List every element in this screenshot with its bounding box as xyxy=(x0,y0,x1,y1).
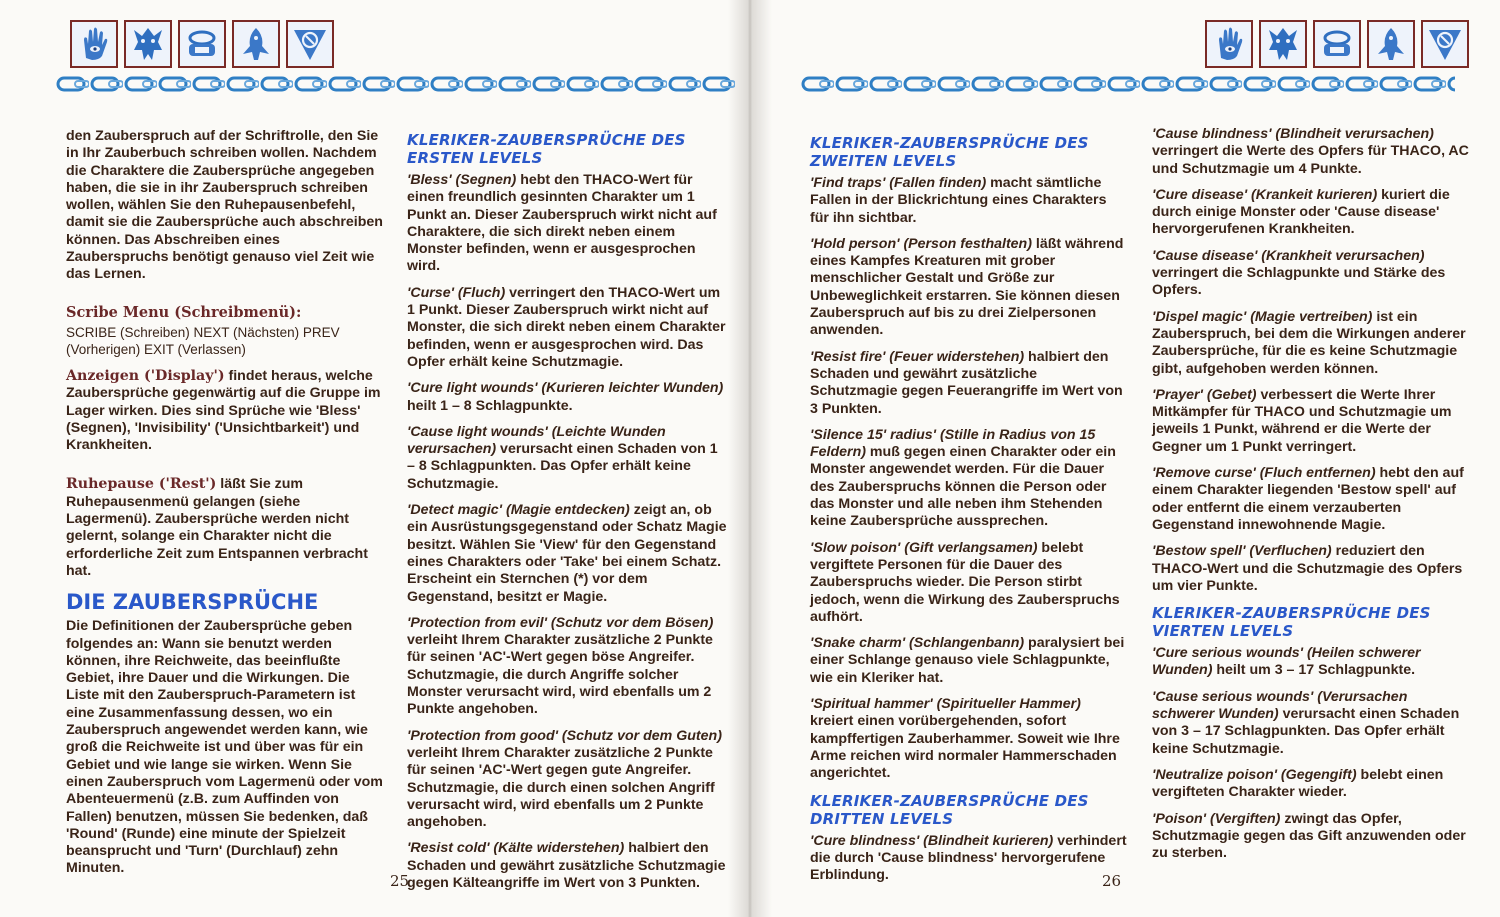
column-1 xyxy=(66,128,384,887)
spell-entry: 'Remove curse' (Fluch entfernen) hebt den auf einem Charakter liegenden 'Bestow spell' auf oder entfernt die einem verzauberten Gegenstand innewohnende Magie. xyxy=(1152,465,1464,533)
heading-level-3: KLERIKER-ZAUBERSPRÜCHE DES DRITTEN LEVELS xyxy=(810,791,1089,828)
spell-entry: 'Resist cold' (Kälte widerstehen) halbiert den Schaden und gewährt zusätzliche Schutzmagie gegen Kälteangriffe im Wert von 3 Punkten. xyxy=(407,840,726,891)
chain-border-right xyxy=(800,70,1455,98)
spell-entry: 'Cause serious wounds' (Verursachen schwerer Wunden) verursacht einen Schaden von 3 – 17 Schlagpunkten. Das Opfer erhält keine Schutzmagie. xyxy=(1152,688,1460,757)
spell-entry: 'Poison' (Vergiften) zwingt das Opfer, Schutzmagie gegen das Gift anzuwenden oder zu sterben. xyxy=(1152,810,1466,862)
triangle-circle-icon xyxy=(286,20,334,68)
column-4 xyxy=(1152,126,1470,871)
heading-level-4: KLERIKER-ZAUBERSPRÜCHE DES VIERTEN LEVELS xyxy=(1152,604,1431,641)
triangle-circle-icon xyxy=(1421,20,1469,68)
dragon-mask-icon xyxy=(124,20,172,68)
rest-lead: Ruhepause ('Rest') xyxy=(66,476,217,493)
scroll-paragraph: den Zauberspruch auf der Schriftrolle, den Sie in Ihr Zauberbuch schreiben wollen. Nachdem die Charaktere die Zaubersprüche angegeben haben, die sie in ihr Zauberspruch schreiben wollen, wählen Sie den Ruhepausenbefehl, damit sie die Zaubersprüche auch abschreiben können. Das Abschreiben eines Zauberspruchs benötigt genauso viel Zeit wie das Lernen. xyxy=(66,128,383,283)
scribe-menu-heading: Scribe Menu (Schreibmenü): xyxy=(66,303,302,321)
fish-idol-icon xyxy=(232,20,280,68)
page-number-left: 25 xyxy=(390,872,410,890)
spell-entry: 'Silence 15' radius' (Stille in Radius von 15 Feldern) muß gegen einen Charakter oder ein Monster angewendet werden. Für die Dauer des Zauberspruchs können die Person oder das Monster und alle neben ihm Stehenden keine Zaubersprüche aussprechen. xyxy=(810,426,1116,530)
spell-entry: 'Bestow spell' (Verfluchen) reduziert den THACO-Wert und die Schutzmagie des Opfers um vier Punkte. xyxy=(1152,543,1463,594)
spell-entry: 'Bless' (Segnen) hebt den THACO-Wert für einen freundlich gesinnten Charakter um 1 Punkt an. Dieser Zauberspruch wirkt nicht auf Charaktere, die sich direkt neben einem Monster befinden, wenn er ausgesprochen wird. xyxy=(407,172,717,275)
spell-entry: 'Snake charm' (Schlangenbann) paralysiert bei einer Schlange genauso viele Schlagpunkte, wie ein Kleriker hat. xyxy=(810,635,1125,686)
spell-entry: 'Protection from good' (Schutz vor dem Guten) verleiht Ihrem Charakter zusätzliche 2 Punkte für seinen 'AC'-Wert gegen gute Angreifer. Schutzmagie, die durch einen solchen Angriff verursacht wird, wird ebenfalls um 2 Punkte angehoben. xyxy=(407,727,722,831)
spell-entry: 'Cure light wounds' (Kurieren leichter Wunden) heilt 1 – 8 Schlagpunkte. xyxy=(407,380,724,414)
left-icon-row xyxy=(70,20,334,68)
heading-level-2: KLERIKER-ZAUBERSPRÜCHE DES ZWEITEN LEVELS xyxy=(810,134,1089,170)
book-gutter xyxy=(728,0,772,917)
dragon-mask-icon xyxy=(1259,20,1307,68)
display-paragraph xyxy=(66,368,384,454)
scribe-menu-options: SCRIBE (Schreiben) NEXT (Nächsten) PREV (Vorherigen) EXIT (Verlassen) xyxy=(66,324,340,358)
spell-entry: 'Cause blindness' (Blindheit verursachen) verringert die Werte des Opfers für THACO, AC und Schutzmagie um 4 Punkte. xyxy=(1152,126,1469,177)
spell-entry: 'Cause light wounds' (Leichte Wunden verursachen) verursacht einen Schaden von 1 – 8 Schlagpunkten. Das Opfer erhält keine Schutzmagie. xyxy=(407,423,718,492)
spell-entry: 'Neutralize poison' (Gegengift) belebt einen vergifteten Charakter wieder. xyxy=(1152,766,1444,801)
fish-idol-icon xyxy=(1367,20,1415,68)
display-text: findet heraus, welche Zaubersprüche gegenwärtig auf die Gruppe im Lager wirken. Dies sind Sprüche wie 'Bless' (Segnen), 'Invisibility' ('Unsichtbarkeit') und Krankheiten. xyxy=(66,367,381,454)
rest-text: läßt Sie zum Ruhepausenmenü gelangen (siehe Lagermenü). Zaubersprüche werden nicht gelernt, solange ein Charakter nicht die erforderliche Zeit zum Entspannen verbracht hat. xyxy=(66,476,368,579)
spell-entry: 'Cure serious wounds' (Heilen schwerer Wunden) heilt um 3 – 17 Schlagpunkte. xyxy=(1152,645,1421,679)
heading-level-1: KLERIKER-ZAUBERSPRÜCHE DES ERSTEN LEVELS xyxy=(407,131,686,167)
spell-entry: 'Dispel magic' (Magie vertreiben) ist ein Zauberspruch, bei dem die Wirkungen anderer Zaubersprüche, für die es keine Schutzmagie gibt, aufgehoben werden können. xyxy=(1152,308,1466,377)
spell-entry: 'Slow poison' (Gift verlangsamen) belebt vergiftete Personen für die Dauer des Zauberspruchs wieder. Die Person stirbt jedoch, wenn die Wirkung des Zauberspruchs aufhört. xyxy=(810,539,1120,625)
spell-entry: 'Find traps' (Fallen finden) macht sämtliche Fallen in der Blickrichtung eines Charakters für ihn sichtbar. xyxy=(810,175,1107,226)
hand-eye-icon xyxy=(1205,20,1253,68)
rest-paragraph xyxy=(66,476,384,580)
spell-entry: 'Curse' (Fluch) verringert den THACO-Wert um 1 Punkt. Dieser Zauberspruch wirkt nicht auf Monster, die sich direkt neben einem Charakter befinden, wenn er ausgesprochen wird. Das Opfer erhält keine Schutzmagie. xyxy=(407,284,726,370)
spell-entry: 'Resist fire' (Feuer widerstehen) halbiert den Schaden und gewährt zusätzliche Schutzmagie gegen Feuerangriffe im Wert von 3 Punkten. xyxy=(810,348,1123,417)
column-3 xyxy=(810,134,1128,893)
spell-entry: 'Protection from evil' (Schutz vor dem Bösen) verleiht Ihrem Charakter zusätzliche 2 Punkte für seinen 'AC'-Wert gegen böse Angreifer. Schutzmagie, die durch Angriffe solcher Monster verursacht wird, wird ebenfalls um 2 Punkte angehoben. xyxy=(407,614,714,718)
zauber-paragraph: Die Definitionen der Zaubersprüche geben folgendes an: Wann sie benutzt werden können, ihre Reichweite, das beeinflußte Gebiet, ihre Dauer und die Wirkungen. Die Liste mit den Zauberspruch-Parametern ist eine Zusammenfassung dessen, wo ein Zauberspruch angewendet werden kann, wie groß die Reichweite ist und über was für ein Gebiet und wie lange sie wirken. Wenn Sie einen Zauberspruch vom Lagermenü oder vom Abenteuermenü (z.B. zum Auffinden von Fallen) benutzen, müssen Sie bedenken, daß 'Round' (Runde) eine minute der Spielzeit beansprucht und 'Turn' (Durchlauf) zehn Minuten. xyxy=(66,618,383,877)
display-lead: Anzeigen ('Display') xyxy=(66,367,225,384)
spell-entry: 'Cause disease' (Krankheit verursachen) verringert die Schlagpunkte und Stärke des Opfers. xyxy=(1152,247,1446,299)
spell-entry: 'Cure disease' (Krankeit kurieren) kuriert die durch einige Monster oder 'Cause disease' hervorgerufenen Krankheiten. xyxy=(1152,186,1450,238)
right-icon-row xyxy=(1205,20,1469,68)
ring-amulet-icon xyxy=(1313,20,1361,68)
spell-entry: 'Cure blindness' (Blindheit kurieren) verhindert die durch 'Cause blindness' hervorgerufene Erblindung. xyxy=(810,832,1127,884)
spell-entry: 'Spiritual hammer' (Spiritueller Hammer) kreiert einen vorübergehenden, sofort kampffertigen Zauberhammer. Soweit wie Ihre Arme reichen wird normaler Hammerschaden angerichtet. xyxy=(810,696,1120,782)
spell-entry: 'Prayer' (Gebet) verbessert die Werte Ihrer Mitkämpfer für THACO und Schutzmagie um jeweils 1 Punkt, während er die Werte der Gegner um 1 Punkt verringert. xyxy=(1152,386,1452,455)
spell-entry: 'Detect magic' (Magie entdecken) zeigt an, ob ein Ausrüstungsgegenstand oder Schatz Magie besitzt. Wählen Sie 'View' für den Gegenstand eines Charakters oder 'Take' bei einem Schatz. Erscheint ein Sternchen (*) vor dem Gegenstand, besitzt er Magie. xyxy=(407,502,727,605)
column-2 xyxy=(407,131,727,901)
chain-border-left xyxy=(55,70,735,98)
spell-entry: 'Hold person' (Person festhalten) läßt während eines Kampfes Kreaturen mit grober menschlicher Gestalt und Größe zur Unbeweglichkeit erstarren. Sie können diesen Zauberspruch auf bis zu drei Zielpersonen anwenden. xyxy=(810,235,1124,339)
section-heading-zauberspruche: DIE ZAUBERSPRÜCHE xyxy=(66,590,319,615)
hand-eye-icon xyxy=(70,20,118,68)
page-number-right: 26 xyxy=(1102,872,1122,890)
ring-amulet-icon xyxy=(178,20,226,68)
